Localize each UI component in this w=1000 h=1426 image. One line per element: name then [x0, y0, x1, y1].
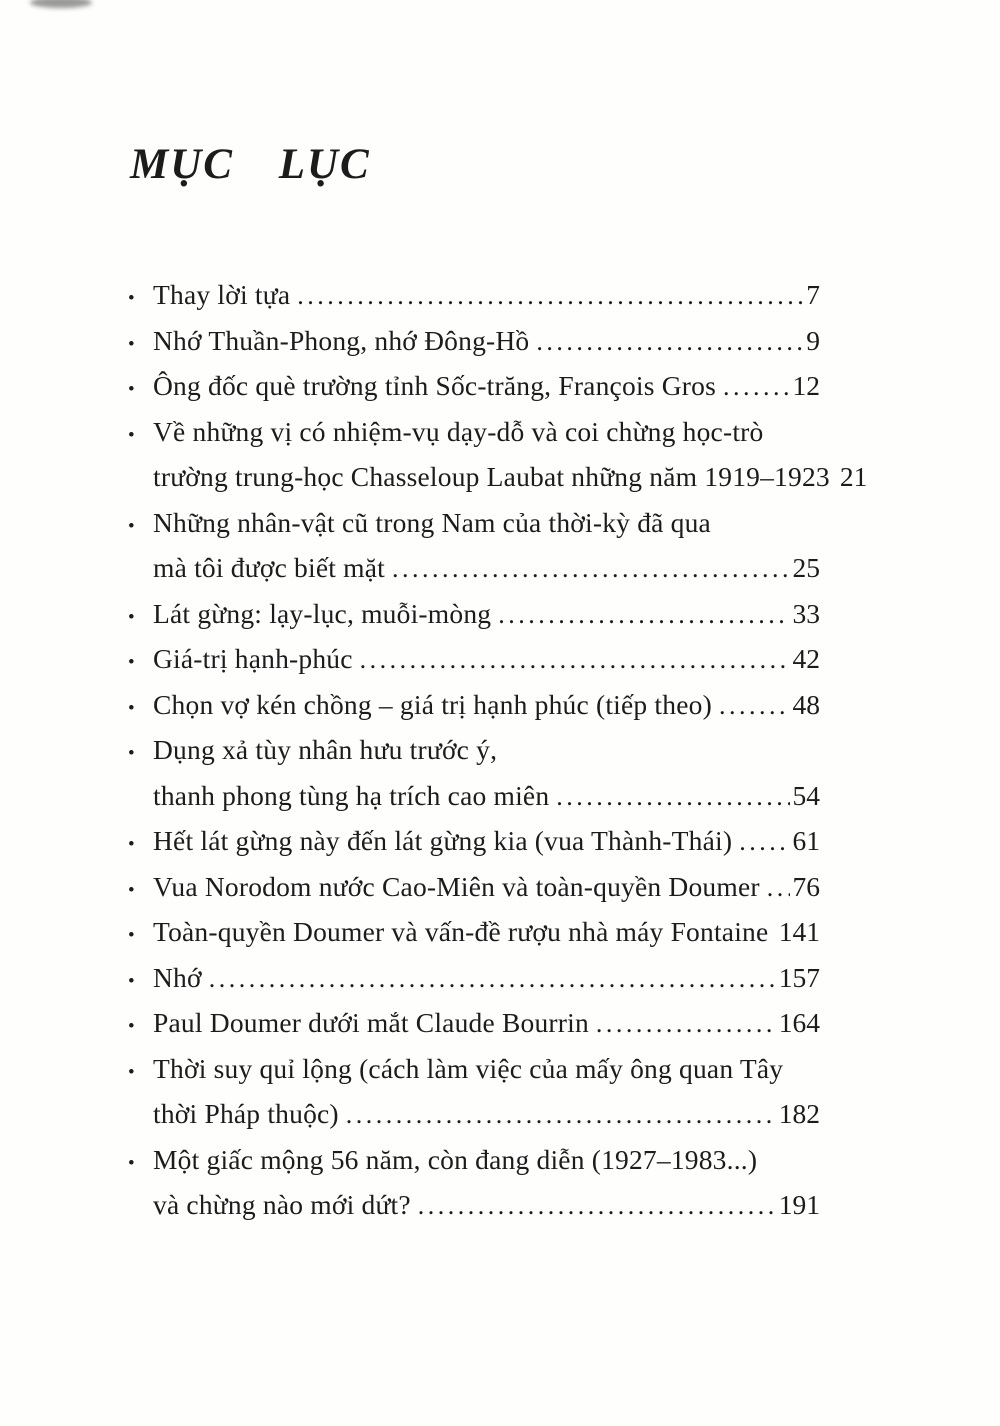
toc-entry-text: thanh phong tùng hạ trích cao miên: [153, 779, 550, 811]
page-number: 191: [778, 1189, 820, 1220]
toc-entry-text: Thay lời tựa: [153, 279, 291, 310]
toc-line: [128, 318, 820, 364]
leader-dots: [392, 545, 789, 592]
leader-dots: [418, 1182, 776, 1229]
toc-line: [128, 1137, 820, 1183]
toc-entry-text: Chọn vợ kén chồng – giá trị hạnh phúc (tiếp theo): [153, 688, 712, 720]
bullet-icon: •: [128, 834, 135, 855]
toc-line: [128, 409, 820, 455]
leader-dots: [498, 591, 789, 638]
toc-entry-text: Thời suy quỉ lộng (cách làm việc của mấy ông quan Tây: [153, 1052, 784, 1084]
toc-entry-text: mà tôi được biết mặt: [153, 552, 386, 583]
toc-line: [128, 454, 868, 500]
bullet-icon: •: [128, 1016, 135, 1037]
toc-entry-text: Một giấc mộng 56 năm, còn đang diễn (1927–1983...): [153, 1143, 758, 1175]
leader-dots: [596, 1000, 776, 1047]
toc-entry-text: Ông đốc què trường tỉnh Sốc-trăng, François Gros: [153, 370, 716, 401]
page-number: 164: [778, 1007, 820, 1038]
scan-artifact: [30, 0, 92, 8]
bullet-icon: •: [128, 925, 135, 946]
toc-line: [128, 272, 820, 318]
page-number: 182: [778, 1098, 820, 1129]
page-number: 76: [792, 870, 820, 902]
toc-line: [128, 864, 820, 910]
leader-dots: [556, 773, 789, 820]
toc-line: [128, 1046, 820, 1092]
toc-entry-text: và chừng nào mới dứt?: [153, 1189, 411, 1220]
bullet-icon: •: [128, 606, 135, 628]
toc-line: [128, 1091, 820, 1137]
toc-line: [128, 636, 820, 682]
page-number: 157: [778, 961, 820, 993]
toc-line: [128, 955, 820, 1001]
bullet-icon: •: [128, 379, 135, 400]
page-number: 33: [792, 597, 820, 629]
toc-entry-text: Giá-trị hạnh-phúc: [153, 643, 353, 674]
leader-dots: [297, 272, 803, 319]
toc-line: [128, 818, 820, 864]
toc-entry-text: Những nhân-vật cũ trong Nam của thời-kỳ đã qua: [153, 506, 711, 538]
toc-entry-text: Dụng xả tùy nhân hưu trước ý,: [153, 734, 498, 765]
toc-line: [128, 1182, 820, 1228]
bullet-icon: •: [128, 743, 135, 764]
leader-dots: [360, 636, 790, 683]
leader-dots: [723, 363, 790, 410]
page-number: 21: [839, 461, 868, 492]
bullet-icon: •: [128, 1152, 135, 1174]
leader-dots: [719, 682, 790, 729]
leader-dots: [209, 955, 776, 1002]
toc-line: [128, 363, 820, 409]
page-number: 12: [792, 370, 820, 401]
leader-dots: [536, 318, 803, 365]
toc-entry-text: Về những vị có nhiệm-vụ dạy-dỗ và coi chừng học-trò: [153, 415, 764, 447]
bullet-icon: •: [128, 697, 135, 719]
toc-line: [128, 727, 820, 773]
leader-dots: [767, 864, 790, 911]
toc-list: [128, 272, 868, 1228]
toc-entry-text: trường trung-học Chasseloup Laubat những năm 1919–1923: [153, 461, 830, 492]
page-title: MỤC LỤC: [130, 141, 371, 188]
page-number: 61: [792, 825, 820, 856]
toc-entry-text: Hết lát gừng này đến lát gừng kia (vua Thành-Thái): [153, 825, 733, 856]
leader-dots: [346, 1091, 776, 1138]
page-number: 141: [778, 916, 820, 947]
bullet-icon: •: [128, 515, 135, 537]
toc-entry-text: Vua Norodom nước Cao-Miên và toàn-quyền Doumer: [153, 870, 760, 902]
bullet-icon: •: [128, 424, 135, 446]
leader-dots: [739, 818, 789, 865]
page-number: 48: [792, 688, 820, 720]
toc-entry-text: Nhớ: [153, 961, 202, 993]
page-number: 25: [792, 552, 820, 583]
toc-line: [128, 909, 820, 955]
toc-line: [128, 682, 820, 728]
toc-line: [128, 545, 820, 591]
bullet-icon: •: [128, 970, 135, 992]
page-number: 42: [792, 643, 820, 674]
toc-line: [128, 500, 820, 546]
bullet-icon: •: [128, 288, 135, 309]
toc-line: [128, 773, 820, 819]
bullet-icon: •: [128, 333, 135, 355]
toc-line: [128, 591, 820, 637]
toc-entry-text: Toàn-quyền Doumer và vấn-đề rượu nhà máy Fontaine: [153, 916, 769, 947]
toc-entry-text: Nhớ Thuần-Phong, nhớ Đông-Hồ: [153, 324, 530, 356]
page-number: 9: [806, 324, 820, 356]
page-number: 7: [806, 279, 820, 310]
bullet-icon: •: [128, 652, 135, 673]
toc-entry-text: Lát gừng: lạy-lục, muỗi-mòng: [153, 597, 492, 629]
page-number: 54: [792, 779, 820, 811]
toc-entry-text: thời Pháp thuộc): [153, 1098, 339, 1129]
toc-line: [128, 1000, 820, 1046]
toc-entry-text: Paul Doumer dưới mắt Claude Bourrin: [153, 1007, 589, 1038]
bullet-icon: •: [128, 879, 135, 901]
bullet-icon: •: [128, 1061, 135, 1083]
